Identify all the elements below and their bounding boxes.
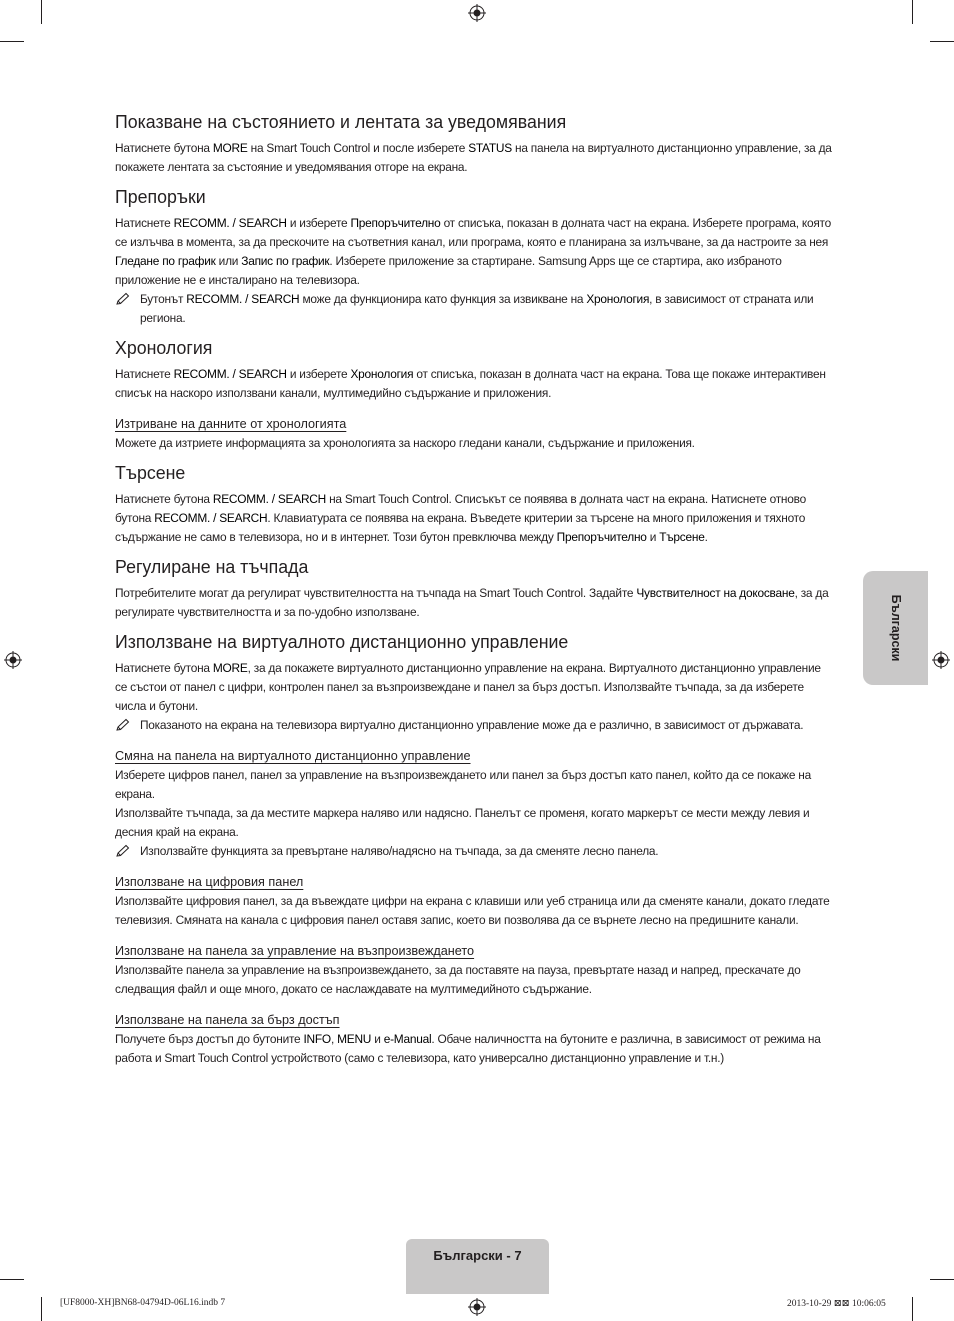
ui-term: RECOMM. / SEARCH (173, 367, 287, 381)
section-title: Търсене (115, 462, 186, 483)
section-title: Препоръки (115, 186, 206, 207)
subsection-body (115, 1030, 834, 1068)
note-text (140, 842, 834, 861)
section-title: Показване на състоянието и лентата за уведомявания (115, 111, 567, 132)
ui-term: MORE (212, 141, 248, 155)
subsection-title: Използване на панела за бърз достъп (115, 1012, 340, 1027)
registration-mark-icon (468, 4, 486, 22)
ui-term: RECOMM. / SEARCH (212, 492, 327, 506)
text-run: Използвайте тъчпада, за да местите маркера наляво или надясно. Панелът се променя, когато маркерът се мести между левия и десния край на екрана. (115, 806, 810, 839)
text-run: от списъка, показан в долната част на екрана. Изберете програма, която се излъчва в момента, за да прескочите на съответния канал, или програма, която е планирана за излъчване, за да настроите за нея (115, 216, 831, 249)
section-body (115, 214, 834, 290)
subsection-title: Използване на панела за управление на възпроизвеждането (115, 943, 475, 958)
text-run: от списъка, показан в долната част на екрана. Това ще покаже интерактивен списък на наскоро използвани канали, мултимедийно съдържание и приложения. (115, 367, 826, 400)
text-run: или (215, 254, 242, 268)
ui-term: STATUS (468, 141, 512, 155)
text-run: и (371, 1032, 384, 1046)
text-run: на Smart Touch Control. Списъкът се появява в долната част на екрана. Натиснете отново бутона (115, 492, 806, 525)
text-run: на панела на виртуалното дистанционно управление, за да покажете лентата за състояние и уведомявания отгоре на екрана. (115, 141, 832, 174)
ui-term: Препоръчително (556, 530, 647, 544)
ui-term: MORE (212, 661, 248, 675)
subsection-body (115, 434, 834, 453)
text-run: Потребителите могат да регулират чувствителността на тъчпада на Smart Touch Control. Задайте (115, 586, 637, 600)
document-content (115, 111, 835, 1068)
ui-term: Чувствителност на докосване (636, 586, 795, 600)
text-run: и изберете (286, 216, 351, 230)
pencil-icon (115, 718, 131, 732)
page-number-tab (406, 1239, 549, 1294)
ui-term: Запис по график (241, 254, 330, 268)
crop-mark (0, 1279, 24, 1280)
registration-mark-icon (932, 651, 950, 669)
footer-file-info: [UF8000-XH]BN68-04794D-06L16.indb 7 (60, 1298, 226, 1308)
crop-mark (930, 41, 954, 42)
text-run: Изберете цифров панел, панел за управление на възпроизвеждането или панел за бърз достъп като панел, който да се покаже на екрана. (115, 768, 811, 801)
registration-mark-icon (468, 1298, 486, 1316)
text-run: Натиснете бутона (115, 492, 213, 506)
section-body (115, 659, 834, 716)
text-run: и (646, 530, 660, 544)
subsection-body (115, 961, 834, 999)
footer-timestamp: 2013-10-29 ⊠⊠ 10:06:05 (787, 1299, 886, 1309)
registration-mark-icon (4, 651, 22, 669)
section-title: Хронология (115, 337, 213, 358)
note (115, 290, 835, 328)
text-run: и изберете (286, 367, 351, 381)
crop-mark (930, 1279, 954, 1280)
section-title: Регулиране на тъчпада (115, 556, 309, 577)
text-run: . Изберете приложение за стартиране. Samsung Apps ще се стартира, ако избраното приложение не е инсталирано на телевизора. (115, 254, 782, 287)
ui-term: Търсене (659, 530, 705, 544)
crop-mark (912, 0, 913, 24)
ui-term: e-Manual (383, 1032, 432, 1046)
ui-term: RECOMM. / SEARCH (173, 216, 287, 230)
subsection-title: Използване на цифровия панел (115, 874, 304, 889)
subsection-title: Смяна на панела на виртуалното дистанционно управление (115, 748, 471, 763)
ui-term: RECOMM. / SEARCH (186, 292, 300, 306)
text-run: Използвайте цифровия панел, за да въвеждате цифри на екрана с клавиши или уеб страница или да сменяте канали, докато гледате телевизия. Смяната на канала с цифровия панел оставя запис, което ви позволява да се върнете лесно на предишните канали. (115, 894, 830, 927)
pencil-icon (115, 844, 131, 858)
ui-term: MENU (337, 1032, 372, 1046)
subsection-body (115, 804, 834, 842)
page-label: Български - 7 (433, 1248, 522, 1263)
section-title: Използване на виртуалното дистанционно управление (115, 631, 569, 652)
text-run: Можете да изтриете информацията за хронологията за наскоро гледани канали, съдържание и приложения. (115, 436, 695, 450)
ui-term: Гледане по график (115, 254, 216, 268)
note-text (140, 290, 834, 328)
note (115, 716, 835, 735)
ui-term: INFO (303, 1032, 331, 1046)
text-run: Използвайте панела за управление на възпроизвеждането, за да поставяте на пауза, превъртате назад и напред, прескачате до следващия файл и още много, докато се наслаждавате на мултимедийното съдържание. (115, 963, 801, 996)
text-run: Натиснете бутона (115, 141, 213, 155)
subsection-body (115, 766, 834, 804)
text-run: Бутонът (140, 292, 187, 306)
ui-term: Хронология (586, 292, 650, 306)
subsection-body (115, 892, 834, 930)
crop-mark (41, 0, 42, 24)
ui-term: Препоръчително (350, 216, 441, 230)
text-run: Показаното на екрана на телевизора виртуално дистанционно управление може да е различно, в зависимост от държавата. (140, 718, 804, 732)
text-run: . Обаче наличността на бутоните е различна, в зависимост от режима на работа и Smart Touch Control устройството (само с телевизора, като универсално дистанционно управление и т.н.) (115, 1032, 821, 1065)
note (115, 842, 835, 861)
section-body (115, 490, 834, 547)
section-body (115, 365, 834, 403)
text-run: Натиснете (115, 216, 174, 230)
note-text (140, 716, 834, 735)
text-run: , (330, 1032, 338, 1046)
crop-mark (912, 1297, 913, 1321)
ui-term: Хронология (350, 367, 414, 381)
section-body (115, 139, 834, 177)
text-run: Получете бърз достъп до бутоните (115, 1032, 304, 1046)
text-run: , за да покажете виртуалното дистанционно управление на екрана. Виртуалното дистанционно управление се състои от панел с цифри, контролен панел за възпроизвеждане и панел за бърз достъп. Използвайте тъчпада, за да изберете числа и бутони. (115, 661, 821, 713)
text-run: Натиснете (115, 367, 174, 381)
ui-term: RECOMM. / SEARCH (154, 511, 268, 525)
pencil-icon (115, 292, 131, 306)
text-run: на Smart Touch Control и после изберете (247, 141, 469, 155)
crop-mark (41, 1297, 42, 1321)
language-label: Български (888, 594, 903, 662)
text-run: . (704, 530, 708, 544)
subsection-title: Изтриване на данните от хронологията (115, 416, 347, 431)
text-run: , за да регулирате чувствителността и за по-удобно използване. (115, 586, 829, 619)
text-run: Натиснете бутона (115, 661, 213, 675)
crop-mark (0, 41, 24, 42)
text-run: Използвайте функцията за превъртане наляво/надясно на тъчпада, за да сменяте лесно панела. (140, 844, 659, 858)
text-run: . Клавиатурата се появява на екрана. Въведете критерии за търсене на много приложения и тяхното съдържание не само в телевизора, но и в интернет. Този бутон превключва между (115, 511, 806, 544)
text-run: , в зависимост от страната или региона. (140, 292, 814, 325)
language-side-tab (863, 571, 928, 685)
text-run: може да функционира като функция за извикване на (299, 292, 587, 306)
section-body (115, 584, 834, 622)
